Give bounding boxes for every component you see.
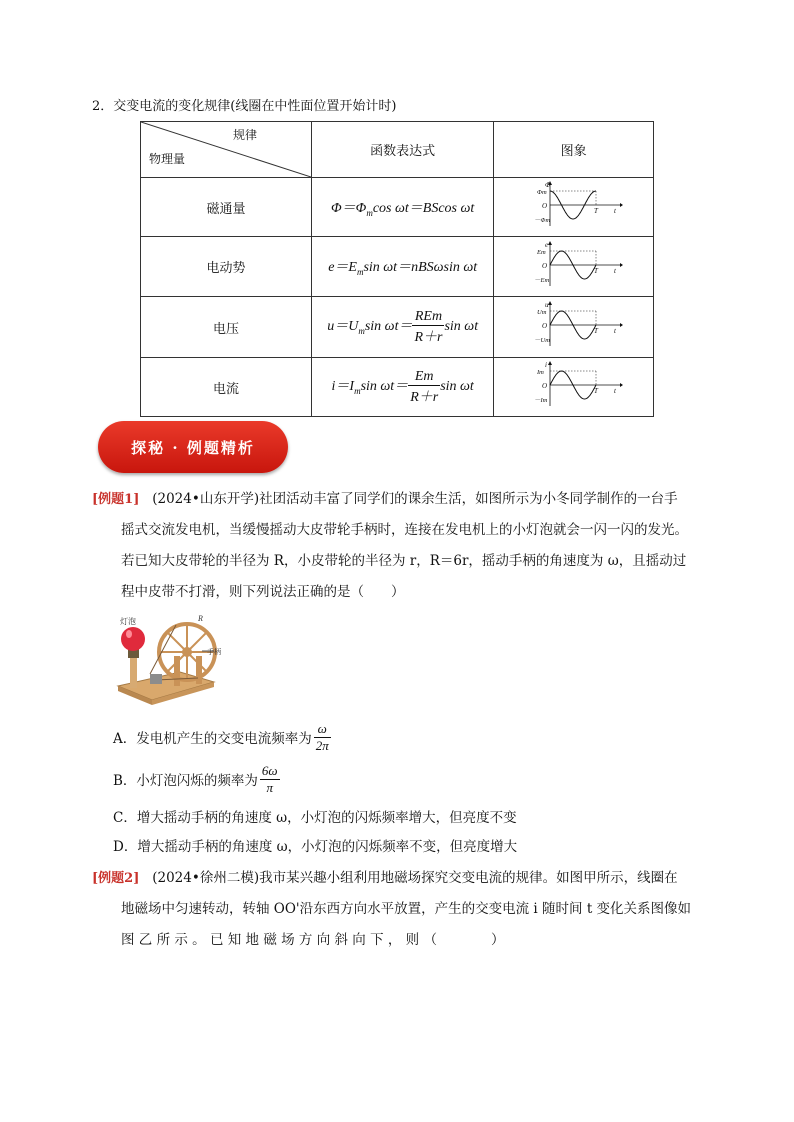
value-axis-arrow (548, 241, 552, 245)
time-axis-arrow (620, 383, 623, 387)
table-row-voltage (141, 297, 654, 358)
section-title: 2．交变电流的变化规律(线圈在中性面位置开始计时) (92, 99, 397, 114)
table-row-current (141, 358, 654, 417)
trough-label: －Im (533, 397, 548, 404)
graph-cell (494, 358, 654, 417)
graph-cell (494, 178, 654, 237)
example2-line2: 地磁场中匀速转动，转轴 OO'沿东西方向水平放置，产生的交变电流 i 随时间 t 变化关系图像如 (121, 901, 692, 917)
period-label: T (593, 266, 598, 275)
quantity-cell: 磁通量 (141, 178, 312, 237)
header-graph: 图象 (494, 122, 654, 178)
graph-cell (494, 297, 654, 358)
header-formula: 函数表达式 (312, 122, 494, 178)
label-handle: 手柄 (207, 648, 221, 656)
example-source: (2024•徐州二模) (152, 870, 260, 886)
quantity-cell: 电压 (141, 297, 312, 358)
peak-label: Um (536, 309, 547, 316)
formula-cell: $\Phi=\Phi_m\cos$ ωt＝BScos ωt (312, 178, 494, 237)
graph-cell (494, 237, 654, 297)
peak-label: Φm (536, 189, 547, 196)
y-axis-label: u (544, 301, 549, 309)
origin-label: O (541, 322, 547, 330)
time-axis-label: t (613, 266, 616, 275)
period-label: T (593, 207, 598, 215)
peak-label: Im (536, 369, 544, 376)
emf-graph (524, 240, 624, 290)
example-tag: [例题2] (92, 871, 140, 886)
header-quantity-label: 物理量 (149, 152, 186, 166)
ac-law-table (140, 121, 654, 417)
origin-label: O (541, 202, 547, 210)
flux-graph (524, 180, 624, 230)
trough-label: －Um (533, 337, 550, 344)
header-law-label: 规律 (232, 128, 257, 142)
label-bulb: 灯泡 (120, 617, 136, 626)
generator-figure (110, 612, 222, 708)
time-axis-label: t (613, 207, 616, 215)
value-axis-arrow (548, 361, 552, 365)
formula-cell: $i=I_m\sin$ ωt＝ $\frac{Em}{R+r}$ sin ωt (312, 358, 494, 417)
example-source: (2024•山东开学) (152, 491, 260, 507)
time-axis-label: t (613, 387, 616, 395)
example2-line1: [例题2] (2024•徐州二模)我市某兴趣小组利用地磁场探究交变电流的规律。如图甲所示，线圈在 (92, 870, 678, 886)
section-banner: 探秘 · 例题精析 (98, 421, 288, 473)
quantity-cell: 电动势 (141, 237, 312, 297)
time-axis-label: t (613, 327, 616, 335)
current-graph (524, 360, 624, 410)
trough-label: －Em (533, 276, 549, 284)
time-axis-arrow (620, 263, 623, 267)
label-radius: R (198, 614, 203, 623)
period-label: T (593, 387, 598, 395)
formula-cell: $e=E_m\sin$ ωt＝nBSωsin ωt (312, 237, 494, 297)
option-a[interactable]: A．发电机产生的交变电流频率为 $\frac{\omega}{2\pi}$ (113, 720, 329, 753)
diagonal-header-cell (141, 122, 312, 178)
time-axis-arrow (620, 203, 623, 207)
value-axis-arrow (548, 301, 552, 305)
example1-line4: 程中皮带不打滑，则下列说法正确的是（ ） (121, 584, 405, 600)
example-tag: [例题1] (92, 492, 140, 507)
peak-label: Em (536, 248, 546, 256)
example1-line2: 摇式交流发电机，当缓慢摇动大皮带轮手柄时，连接在发电机上的小灯泡就会一闪一闪的发光。 (121, 522, 688, 538)
period-label: T (593, 327, 598, 335)
trough-label: －Φm (533, 217, 550, 224)
y-axis-label: i (544, 361, 547, 369)
voltage-graph (524, 300, 624, 350)
time-axis-arrow (620, 323, 623, 327)
formula-cell: $u=U_m\sin$ ωt＝ $\frac{\text{REm}}{R+r}$ sin ωt (312, 297, 494, 358)
option-c[interactable]: C．增大摇动手柄的角速度 ω，小灯泡的闪烁频率增大，但亮度不变 (113, 810, 517, 826)
quantity-cell: 电流 (141, 358, 312, 417)
y-axis-label: e (544, 240, 548, 249)
option-d[interactable]: D．增大摇动手柄的角速度 ω，小灯泡的闪烁频率不变，但亮度增大 (113, 839, 518, 855)
table-row-emf (141, 237, 654, 297)
example1-line3: 若已知大皮带轮的半径为 R，小皮带轮的半径为 r，R＝6r，摇动手柄的角速度为 ω，且摇动过 (121, 553, 687, 569)
origin-label: O (541, 382, 547, 390)
example1-line1: [例题1] (2024•山东开学)社团活动丰富了同学们的课余生活，如图所示为小冬同学制作的一台手 (92, 491, 678, 507)
origin-label: O (541, 261, 547, 270)
y-axis-label: Φ (544, 181, 550, 189)
option-b[interactable]: B．小灯泡闪烁的频率为 $\frac{6\omega}{\pi}$ (113, 762, 278, 795)
table-row-flux (141, 178, 654, 237)
example2-line3: 图 乙 所 示 。 已 知 地 磁 场 方 向 斜 向 下 ， 则 （ ） (121, 932, 505, 948)
hand-generator-illustration (110, 612, 222, 708)
